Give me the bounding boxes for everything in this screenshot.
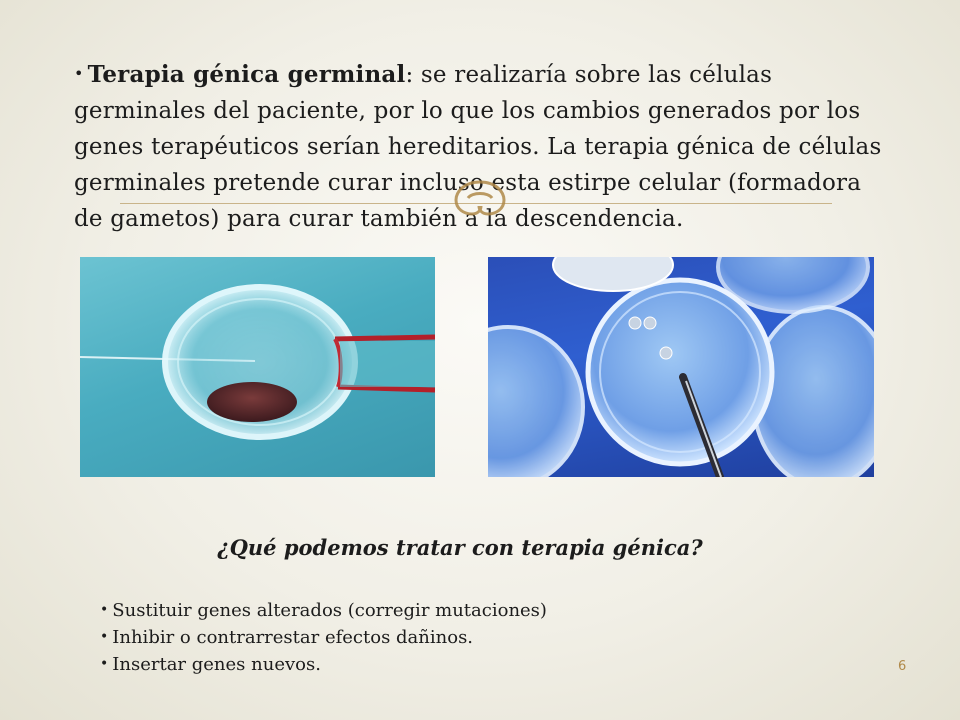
bullet: • (100, 656, 109, 672)
list-item-text: Sustituir genes alterados (corregir mutaciones) (112, 600, 547, 621)
ornament-icon (450, 176, 510, 220)
list-item (100, 624, 547, 651)
treatments-list (100, 597, 547, 678)
oocytes-photo (488, 257, 874, 477)
bullet: • (100, 602, 109, 618)
bullet: • (74, 64, 84, 83)
list-item-text: Inhibir o contrarrestar efectos dañinos. (112, 627, 474, 648)
question-heading: ¿Qué podemos tratar con terapia génica? (217, 535, 703, 560)
paragraph-body: : se realizaría sobre las células germinales del paciente, por lo que los cambios generados por los genes terapéuticos serían hereditarios. La terapia génica de células germinales pretende curar incluso esta estirpe celular (formadora de gametos) para curar también a la descendencia. (74, 62, 882, 232)
term-heading: Terapia génica germinal (87, 61, 406, 88)
bullet: • (100, 629, 109, 645)
list-item (100, 597, 547, 624)
list-item-text: Insertar genes nuevos. (112, 654, 321, 675)
list-item (100, 651, 547, 678)
microinjection-photo (80, 257, 435, 477)
page-number: 6 (898, 659, 907, 674)
